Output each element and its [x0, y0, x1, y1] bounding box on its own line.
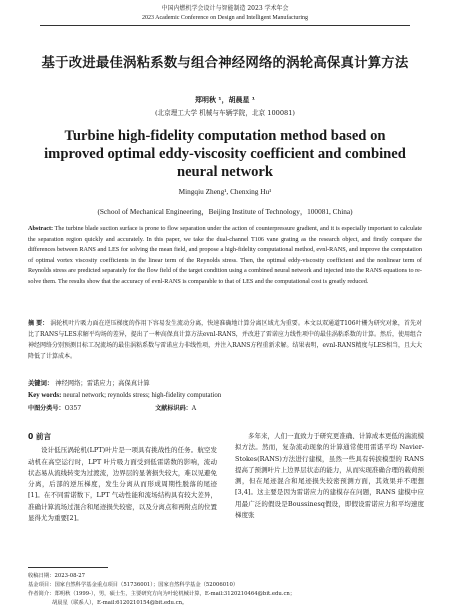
abstract-cn [28, 318, 422, 362]
conference-header-cn: 中国内燃机学会设计与智能制造 2023 学术年会 [161, 5, 289, 12]
abstract-en-text: The turbine blade suction surface is prone to flow separation under the action of counterpressure gradient, and it is especially important to calculate the separation region quickly and accurately. In this paper, we take the dual-channel T106 vane grating as the research object, and firstly compare the differences between RANS and LES for solving the mean field, and propose a high-fidelity computational method, evnl-RANS, and improve the computation of optimal vortex viscosity coefficients in the linear term of the Reynolds stress. Then, the optimal eddy-viscosity coefficient and the nonlinear term of Reynolds stress are predicted separately for the flow field of the target condition using a combined neural network and injected into the RANS equations to re-solve them. The results show that the accuracy of evnl-RANS is comparable to that of LES and the computational cost is greatly reduced. [28, 225, 423, 285]
section-heading: 0 前言 [28, 432, 52, 441]
body-text-left: 设计低压涡轮机(LPT)叶片是一项具有挑战性的任务。航空发动机在高空运行时，LPT 叶片吸力面受到低雷诺数的影响，流动状态易从流线转变为过渡流，边界层的显著损失较大，难以见避免分离，后部的逆压梯度，发生分离从而形成周期性脱落的尾迹[1]。在不同雷诺数下，LPT 气动性能和流场结构具有较大差异，准确计算流场过混合和尾迹损失较密，以及分离点和再附点的位置显得尤为重要[2]。 [28, 446, 217, 523]
clc-label: 中图分类号： [28, 405, 65, 412]
keywords-cn [28, 378, 422, 387]
header-rule [40, 25, 410, 26]
footnote-fund: 基金项目：国家自然科学基金重点项目（51736001）；国家自然科学基金（52006010） [28, 582, 239, 588]
classification [28, 403, 422, 412]
body-column-left [28, 431, 217, 524]
abstract-cn-text: 涡轮机叶片吸力面在逆压梯度的作用下容易发生流动分离，快速准确地计算分离区域尤为重要。本文以双通道T106叶栅为研究对象，首先对比了RANS与LES求解平均场的差异，提出了一种高保真计算方法evnl-RANS，并改进了雷诺应力线性项中的最佳涡粘系数的计算。然后，使用组合神经网络分别预测目标工况流场的最佳涡粘系数与雷诺应力非线性项，并注入RANS方程重新求解。结果表明，evnl-RANS精度与LES相当，且大大降低了计算成本。 [28, 320, 422, 360]
affiliation-en: (School of Mechanical Engineering，Beijing Institute of Technology，100081, China) [97, 207, 353, 216]
title-en: Turbine high-fidelity computation method based on improved optimal eddy-viscosity coefficient and combined neural network [44, 128, 406, 180]
footnote [28, 572, 422, 608]
keywords-cn-label: 关键词： [28, 380, 54, 387]
footnote-corresponding: 胡晨星（联系人），E-mail:6120210154@bit.edu.cn。 [52, 600, 188, 606]
keywords-en-text: neural network; reynolds stress; high-fidelity computation [63, 392, 222, 399]
keywords-en-label: Key words: [28, 392, 62, 399]
body-column-right [235, 431, 424, 521]
keywords-en [28, 392, 422, 399]
abstract-cn-label: 摘 要： [28, 320, 49, 327]
keywords-cn-text: 神经网络；雷诺应力；高保真计算 [55, 380, 150, 387]
abstract-en [28, 224, 422, 287]
affiliation-cn: (北京理工大学 机械与车辆学院，北京 100081) [154, 109, 295, 117]
footnote-rule [28, 567, 108, 568]
conference-header-en: 2023 Academic Conference on Design and Intelligent Manufacturing [141, 15, 309, 21]
doc-code-value: A [191, 405, 197, 412]
doc-code-label: 文献标识码： [155, 405, 192, 412]
authors-en: Mingqiu Zheng¹, Chenxing Hu¹ [178, 187, 272, 196]
footnote-author: 作者简介：郑明秋（1999-），男，硕士生，主要研究方向为叶轮机械计算，E-mail:3120210464@bit.edu.cn； [28, 591, 296, 597]
authors-cn: 郑明秋 ¹，胡晨星 ¹ [194, 96, 255, 104]
title-cn: 基于改进最佳涡粘系数与组合神经网络的涡轮高保真计算方法 [41, 56, 409, 71]
clc-value: O357 [64, 405, 82, 412]
footnote-received: 收稿日期：2023-08-27 [28, 573, 86, 579]
abstract-en-label: Abstract: [28, 225, 54, 232]
body-text-right: 多年来，人们一直致力于研究更准确、计算成本更低的湍流模拟方法。然而，复杂流动现象的计算通常使用雷诺平均 Navier-Stokes(RANS)方法进行建模，虽然一些具有转捩模型的 RANS 提高了预测叶片上边界层状态的能力，从而实现准确合理的载荷预测，但在尾迹混合和尾迹损失较密预测方面，其效果并不理想[3,4]。这主要是因为雷诺应力的建模存在问题，RANS 建模中应用最广泛的假设是Boussinesq假设，即假设雷诺应力和平均速度梯度张 [235, 432, 424, 520]
